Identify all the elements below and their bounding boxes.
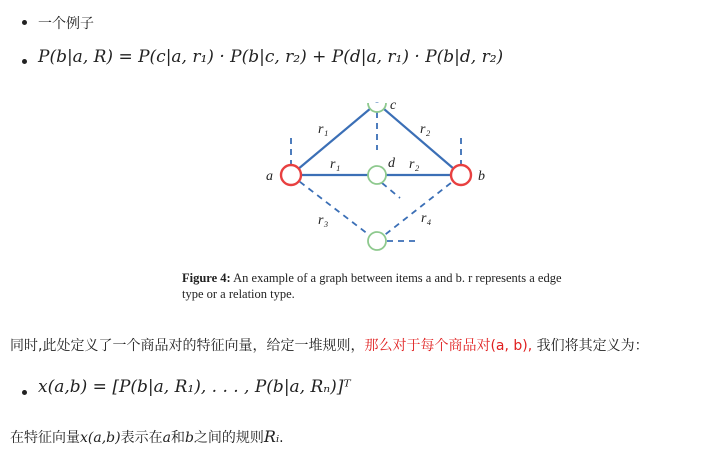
bullet-dot [22, 390, 27, 395]
node-d [368, 166, 386, 184]
caption-text: An example of a graph between items a and b. r represents a edge type or a relation type. [182, 271, 562, 301]
node-c [368, 103, 386, 112]
label-r1-top: r₁ [318, 122, 329, 137]
para2-text: 在特征向量 [10, 430, 80, 446]
para1-prefix: 同时,此处定义了一个商品对的特征向量，给定一堆规则， [10, 338, 365, 354]
para1-suffix: 我们将其定义为： [532, 338, 649, 354]
label-r2-top: r₂ [420, 122, 431, 137]
para2-text: . [279, 430, 284, 446]
formula-feature-vector: x(a,b) = [P(b|a, R₁), . . . , P(b|a, Rₙ)]ᵀ [38, 377, 351, 397]
label-c: c [390, 98, 397, 113]
para2-math: Rᵢ [263, 427, 280, 446]
figure-caption [182, 270, 582, 302]
paragraph-definition [10, 335, 649, 355]
label-r1-mid: r₁ [330, 157, 341, 172]
node-bottom [368, 232, 386, 250]
para2-text: 和 [170, 430, 185, 446]
dash-d-diag [382, 183, 400, 198]
node-b [451, 165, 471, 185]
edge-a-bottom [291, 175, 377, 241]
caption-label: Figure 4: [182, 271, 231, 285]
para2-math: a [162, 430, 171, 446]
label-a: a [266, 169, 273, 184]
label-r2-mid: r₂ [409, 157, 420, 172]
label-r4: r₄ [421, 211, 432, 226]
para2-math: x(a,b) [80, 430, 121, 446]
label-b: b [478, 169, 485, 184]
para2-math: b [184, 430, 194, 446]
para1-red: 那么对于每个商品对(a, b), [364, 338, 533, 354]
node-a [281, 165, 301, 185]
label-d: d [388, 156, 395, 171]
formula-probability: P(b|a, R) = P(c|a, r₁) · P(b|c, r₂) + P(d|a, r₁) · P(b|d, r₂) [38, 47, 504, 67]
para2-text: 表示在 [120, 430, 163, 446]
label-r3: r₃ [318, 213, 329, 228]
paragraph-explanation [10, 427, 284, 447]
edge-bottom-b [377, 175, 461, 241]
para2-text: 之间的规则 [193, 430, 264, 446]
bullet-text: 一个例子 [38, 16, 94, 32]
